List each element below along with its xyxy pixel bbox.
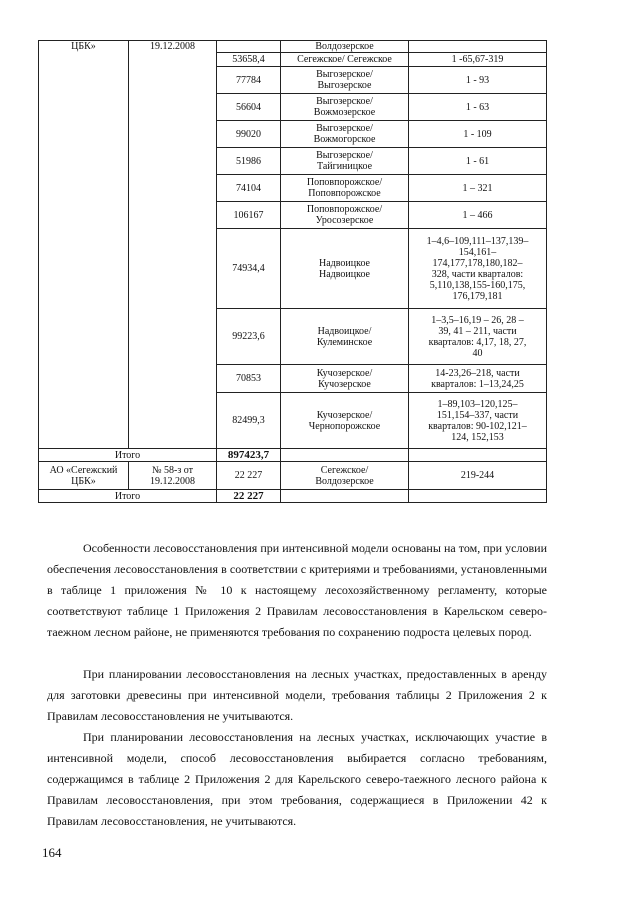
blocks-cell: 1–4,6–109,111–137,139– 154,161– 174,177,178,180,182– 328, части кварталов: 5,110,138,155-160,175, 176,179,181 xyxy=(409,229,547,309)
organization-cell: ЦБК» xyxy=(39,41,129,449)
blocks-cell: 1 - 109 xyxy=(409,121,547,148)
forestry-cell: Выгозерское/ Вожмозерское xyxy=(281,94,409,121)
area-cell: 74934,4 xyxy=(217,229,281,309)
forestry-cell: Надвоицкое/ Кулеминское xyxy=(281,309,409,365)
total-label: Итого xyxy=(39,449,217,462)
area-cell: 99223,6 xyxy=(217,309,281,365)
paragraph-2: При планировании лесовосстановления на лесных участках, предоставленных в аренду для заготовки древесины при интенсивной модели, требования таблицы 2 Приложения 2 к Правилам лесовосстановления не учитываются. xyxy=(47,667,547,723)
area-cell: 106167 xyxy=(217,202,281,229)
forestry-cell: Выгозерское/ Тайгиницкое xyxy=(281,148,409,175)
blocks-cell: 1–89,103–120,125– 151,154–337, части кварталов: 90-102,121– 124, 152,153 xyxy=(409,393,547,449)
total-row xyxy=(39,490,547,503)
total-value: 897423,7 xyxy=(217,449,281,462)
empty-cell xyxy=(281,490,409,503)
area-cell: 53658,4 xyxy=(217,53,281,67)
forestry-cell: Выгозерское/ Выгозерское xyxy=(281,67,409,94)
empty-cell xyxy=(409,490,547,503)
blocks-cell: 1 - 63 xyxy=(409,94,547,121)
empty-cell xyxy=(281,449,409,462)
forest-lease-table xyxy=(38,40,547,503)
area-cell: 56604 xyxy=(217,94,281,121)
area-cell: 22 227 xyxy=(217,462,281,490)
blocks-cell: 1–3,5–16,19 – 26, 28 – 39, 41 – 211, части кварталов: 4,17, 18, 27, 40 xyxy=(409,309,547,365)
blocks-cell: 219-244 xyxy=(409,462,547,490)
forestry-cell: Поповпорожское/ Поповпорожское xyxy=(281,175,409,202)
area-cell xyxy=(217,41,281,53)
table-row xyxy=(39,462,547,490)
total-label: Итого xyxy=(39,490,217,503)
paragraph-1: Особенности лесовосстановления при интенсивной модели основаны на том, при условии обеспечения лесовосстановления в соответствии с критериями и требованиями, установленными в таблице 1 приложения № 10 к настоящему лесохозяйственному регламенту, которые соответствуют таблице 1 Приложения 2 Правилам лесовосстановления в Карельском северо-таежном лесном районе, не применяются требования по сохранению подроста целевых пород. xyxy=(47,541,547,639)
page-number: 164 xyxy=(42,845,62,860)
empty-cell xyxy=(409,449,547,462)
forestry-cell: Поповпорожское/ Уросозерское xyxy=(281,202,409,229)
blocks-cell: 1 -65,67-319 xyxy=(409,53,547,67)
forestry-cell: Сегежское/ Волдозерское xyxy=(281,462,409,490)
area-cell: 51986 xyxy=(217,148,281,175)
total-row xyxy=(39,449,547,462)
area-cell: 82499,3 xyxy=(217,393,281,449)
blocks-cell: 1 - 93 xyxy=(409,67,547,94)
blocks-cell: 1 – 321 xyxy=(409,175,547,202)
contract-date-cell: 19.12.2008 xyxy=(129,41,217,449)
forestry-cell: Кучозерское/ Чернопорожское xyxy=(281,393,409,449)
table-row xyxy=(39,41,547,53)
area-cell: 74104 xyxy=(217,175,281,202)
forestry-cell: Кучозерское/ Кучозерское xyxy=(281,365,409,393)
blocks-cell: 14-23,26–218, части кварталов: 1–13,24,25 xyxy=(409,365,547,393)
blocks-cell: 1 - 61 xyxy=(409,148,547,175)
total-value: 22 227 xyxy=(217,490,281,503)
area-cell: 70853 xyxy=(217,365,281,393)
paragraph-3: При планировании лесовосстановления на лесных участках, исключающих участие в интенсивной модели, способ лесовосстановления выбирается согласно требованиям, содержащимся в таблице 2 Приложения 2 для Карельского северо-таежного лесного района к Правилам лесовосстановления, при этом требования, содержащиеся в Приложении 42 к Правилам лесовосстановления, не учитываются. xyxy=(47,730,547,828)
blocks-cell xyxy=(409,41,547,53)
blocks-cell: 1 – 466 xyxy=(409,202,547,229)
forestry-cell: Сегежское/ Сегежское xyxy=(281,53,409,67)
area-cell: 77784 xyxy=(217,67,281,94)
forestry-cell: Выгозерское/ Вожмогорское xyxy=(281,121,409,148)
contract-date-cell: № 58-з от 19.12.2008 xyxy=(129,462,217,490)
forestry-cell: Волдозерское xyxy=(281,41,409,53)
forestry-cell: Надвоицкое Надвоицкое xyxy=(281,229,409,309)
organization-cell: АО «Сегежский ЦБК» xyxy=(39,462,129,490)
area-cell: 99020 xyxy=(217,121,281,148)
